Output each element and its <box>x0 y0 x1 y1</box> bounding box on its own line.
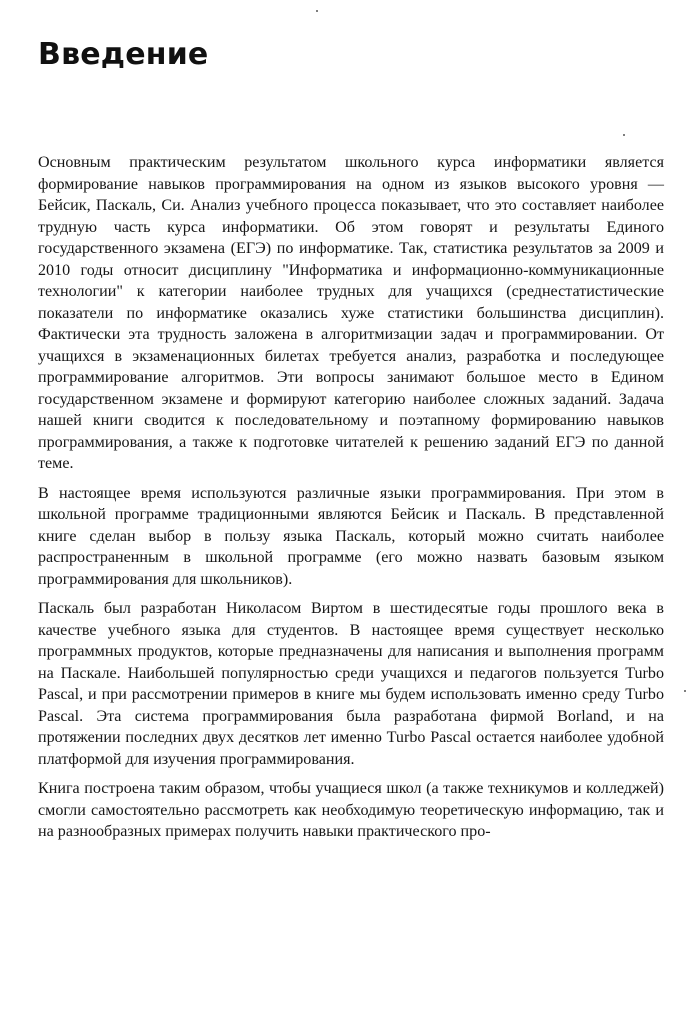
page-title: Введение <box>38 37 209 72</box>
paragraph-3: Паскаль был разработан Николасом Виртом в шестидесятые годы прошлого века в качестве учебного языка для студентов. В настоящее время существует несколько программных продуктов, которые предназначены для написания и выполнения программ на Паскале. Наибольшей популярностью среди учащихся и педагогов пользуется Turbo Pascal, и при рассмотрении примеров в книге мы будем использовать именно среду Turbo Pascal. Эта система программирования была разработана фирмой Borland, и на протяжении последних двух десятков лет именно Turbo Pascal остается наиболее удобной платформой для изучения программирования. <box>38 600 664 768</box>
paragraph-1: Основным практическим результатом школьного курса информатики является формирование навыков программирования на одном из языков высокого уровня — Бейсик, Паскаль, Си. Анализ учебного процесса показывает, что это составляет наиболее трудную часть курса информатики. Об этом говорят и результаты Единого государственного экзамена (ЕГЭ) по информатике. Так, статистика результатов за 2009 и 2010 годы относит дисциплину "Информатика и информационно-коммуникационные технологии" к категории наиболее трудных для учащихся (среднестатистические показатели по информатике оказались хуже статистики большинства дисциплин). Фактически эта трудность заложена в алгоритмизации задач и программировании. От учащихся в экзаменационных билетах требуется анализ, разработка и последующее программирование алгоритмов. Эти вопросы занимают большое место в Едином государственном экзамене и формируют категорию наиболее сложных заданий. Задача нашей книги сводится к последовательному и поэтапному формированию навыков программирования, а также к подготовке читателей к решению заданий ЕГЭ по данной теме. <box>38 154 664 472</box>
paragraph-2: В настоящее время используются различные языки программирования. При этом в школьной программе традиционными являются Бейсик и Паскаль. В представленной книге сделан выбор в пользу языка Паскаль, который можно считать наиболее распространенным в школьной программе (его можно назвать базовым языком программирования для школьников). <box>38 484 664 588</box>
scan-speck <box>623 134 625 136</box>
body-text <box>38 152 664 851</box>
scan-speck <box>316 10 318 12</box>
paragraph-4: Книга построена таким образом, чтобы учащиеся школ (а также техникумов и колледжей) смогли самостоятельно рассмотреть как необходимую теоретическую информацию, так и на разнообразных примерах получить навыки практического про- <box>38 780 664 840</box>
scan-speck <box>684 690 686 692</box>
